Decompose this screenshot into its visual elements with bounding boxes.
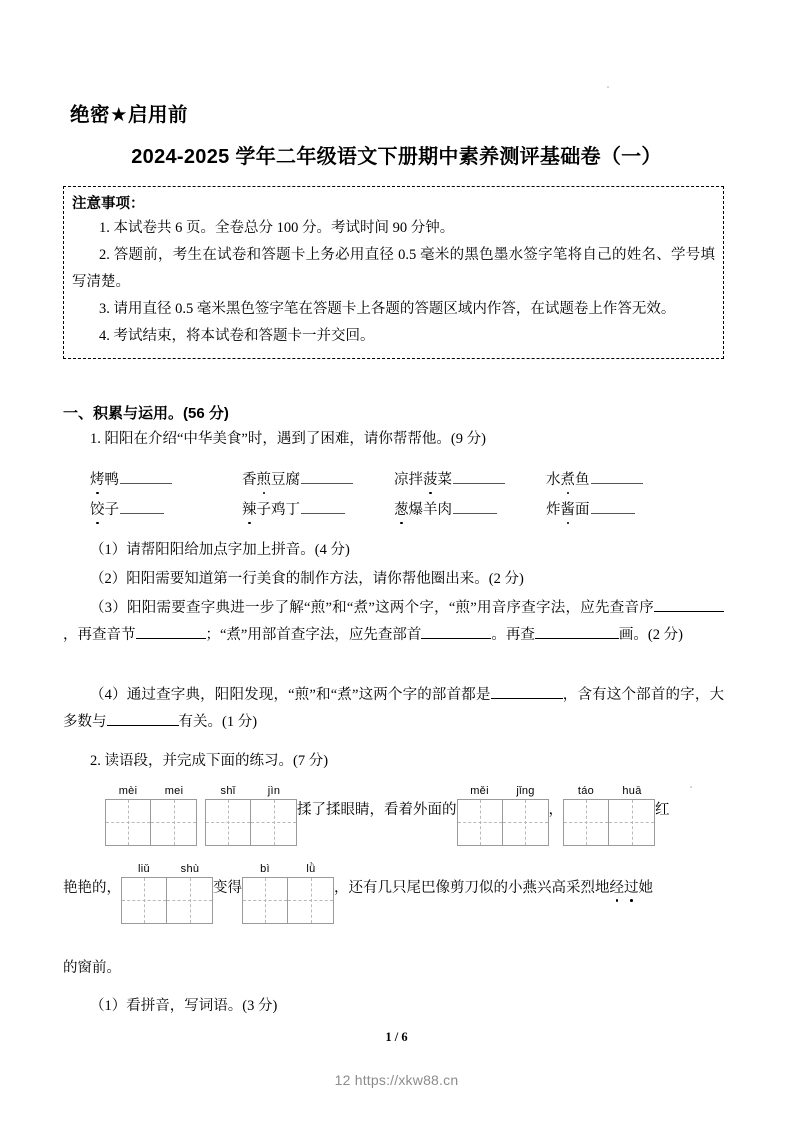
notice-item: 1. 本试卷共 6 页。全卷总分 100 分。考试时间 90 分钟。: [99, 220, 455, 237]
food-item: [546, 468, 698, 489]
write-cell[interactable]: [251, 800, 296, 845]
pinyin-label-group: [242, 863, 334, 877]
answer-blank[interactable]: [453, 513, 497, 514]
question-2-sub-1: （1）看拼音，写词语。(3 分): [90, 998, 278, 1014]
sub3-part-c: ；“煮”用部首查字法，应先查部首: [205, 626, 422, 643]
page-number: 1 / 6: [385, 1030, 408, 1044]
tianzige-group-shijin[interactable]: [205, 785, 297, 846]
answer-blank[interactable]: [591, 483, 643, 484]
tianzige-group-meijing[interactable]: [457, 785, 549, 846]
notice-box: [63, 186, 724, 359]
pinyin-label-group: [105, 785, 197, 799]
food-item: [394, 498, 546, 519]
section-heading-one: 一、积累与运用。(56 分): [63, 405, 229, 422]
notice-title: 注意事项：: [72, 196, 145, 212]
answer-blank[interactable]: [120, 483, 172, 484]
pinyin-syllable: mèi: [118, 785, 138, 797]
scan-speck: [607, 86, 609, 88]
tianzige-cells[interactable]: [121, 877, 213, 924]
sub3-part-d: 。再查: [491, 626, 535, 643]
food-item: [90, 498, 242, 519]
pinyin-label-group: [563, 785, 655, 799]
tianzige-group-meimei[interactable]: [105, 785, 197, 846]
dotted-char: 煮: [561, 468, 576, 489]
dotted-char: 过: [624, 876, 639, 897]
food-suffix: 豆腐: [271, 472, 300, 488]
write-cell[interactable]: [206, 800, 251, 845]
passage-text-segment: 变得: [213, 879, 242, 896]
write-cell[interactable]: [151, 800, 196, 845]
dotted-char: 饺: [90, 498, 105, 519]
dotted-char: 酱: [561, 498, 576, 519]
sub4-part-b: ，含有这个部首的字，大多数与: [63, 687, 725, 730]
answer-blank[interactable]: [301, 513, 345, 514]
food-suffix: 菜: [437, 472, 452, 488]
question-2-stem: 2. 读语段，并完成下面的练习。(7 分): [90, 753, 329, 769]
food-item: [242, 498, 394, 519]
sub3-part-a: （3）阳阳需要查字典进一步了解“煎”和“煮”这两个字，“煎”用音序查字法，应先查音序: [90, 600, 654, 616]
dotted-char: 烤: [90, 468, 105, 489]
food-suffix: 鸭: [104, 472, 119, 488]
tianzige-cells[interactable]: [563, 799, 655, 846]
passage-text-segment: [334, 876, 653, 924]
question-1-sub-1: （1）请帮阳阳给加点字加上拼音。(4 分): [90, 542, 350, 558]
passage-text-segment: 艳艳的，: [63, 879, 121, 896]
write-cell[interactable]: [243, 878, 288, 923]
answer-blank[interactable]: [654, 611, 724, 612]
food-item: [394, 468, 546, 489]
dotted-char: 辣: [242, 498, 257, 519]
food-list-row-2: [90, 498, 730, 519]
passage-text-after: ，还有几只尾巴像剪刀似的小燕兴高采烈地: [334, 879, 610, 896]
sub3-part-e: 画。(2 分): [618, 626, 683, 643]
pinyin-syllable: bì: [260, 863, 270, 875]
question-1-sub-2: （2）阳阳需要知道第一行美食的制作方法，请你帮他圈出来。(2 分): [90, 571, 524, 587]
pinyin-syllable: liǔ: [138, 863, 150, 875]
food-prefix: 水: [546, 472, 561, 488]
passage-text-end: 她: [638, 879, 653, 896]
tianzige-cells[interactable]: [242, 877, 334, 924]
answer-blank[interactable]: [136, 638, 206, 639]
pinyin-syllable: shù: [180, 863, 200, 875]
tianzige-group-liushu[interactable]: [121, 863, 213, 924]
tianzige-cells[interactable]: [457, 799, 549, 846]
write-cell[interactable]: [609, 800, 654, 845]
food-prefix: 香: [242, 472, 257, 488]
pinyin-syllable: huā: [622, 785, 642, 797]
answer-blank[interactable]: [591, 513, 635, 514]
dotted-char: 经: [610, 876, 625, 897]
question-1-sub-3: [63, 595, 724, 649]
food-item: [242, 468, 394, 489]
watermark: 12 https://xkw88.cn: [334, 1072, 459, 1088]
dotted-char: 煎: [257, 468, 272, 489]
write-cell[interactable]: [122, 878, 167, 923]
food-suffix: 子: [104, 502, 119, 518]
food-item: [90, 468, 242, 489]
question-1-stem: 1. 阳阳在介绍“中华美食”时，遇到了困难，请你帮帮他。(9 分): [90, 431, 486, 447]
pinyin-label-group: [205, 785, 297, 799]
answer-blank[interactable]: [120, 513, 164, 514]
pinyin-grid-row-2: [63, 863, 731, 924]
pinyin-syllable: shǐ: [220, 785, 236, 797]
pinyin-syllable: jìn: [267, 785, 281, 797]
food-suffix: 爆羊肉: [408, 502, 452, 518]
passage-text-segment: 红: [655, 801, 670, 818]
pinyin-label-group: [457, 785, 549, 799]
answer-blank[interactable]: [301, 483, 353, 484]
question-1-sub-4: [63, 682, 724, 736]
dotted-char: 菠: [423, 468, 438, 489]
sub4-part-c: 有关。(1 分): [178, 713, 258, 730]
tianzige-cells[interactable]: [205, 799, 297, 846]
food-item: [546, 498, 698, 519]
secret-label: 绝密★启用前: [70, 104, 188, 126]
tianzige-group-bilv[interactable]: [242, 863, 334, 924]
dotted-char: 葱: [394, 498, 409, 519]
answer-blank[interactable]: [107, 725, 179, 726]
pinyin-syllable: měi: [470, 785, 489, 797]
pinyin-syllable: mei: [164, 785, 184, 797]
tianzige-cells[interactable]: [105, 799, 197, 846]
food-suffix: 面: [575, 502, 590, 518]
answer-blank[interactable]: [421, 638, 491, 639]
pinyin-label-group: [121, 863, 213, 877]
sub4-part-a: （4）通过查字典，阳阳发现，“煎”和“煮”这两个字的部首都是: [90, 687, 491, 703]
write-cell[interactable]: [458, 800, 503, 845]
write-cell[interactable]: [503, 800, 548, 845]
write-cell[interactable]: [564, 800, 609, 845]
food-list-row-1: [90, 468, 730, 489]
pinyin-syllable: lǜ: [306, 863, 316, 875]
write-cell[interactable]: [106, 800, 151, 845]
sub3-part-b: ，再查音节: [63, 626, 136, 643]
food-suffix: 鱼: [575, 472, 590, 488]
food-prefix: 炸: [546, 502, 561, 518]
food-suffix: 子鸡丁: [256, 502, 300, 518]
page-title: 2024-2025 学年二年级语文下册期中素养测评基础卷（一）: [131, 146, 662, 168]
passage-text-row-3: 的窗前。: [63, 960, 121, 976]
write-cell[interactable]: [167, 878, 212, 923]
passage-text-segment: 揉了揉眼睛，看着外面的: [297, 801, 457, 818]
pinyin-syllable: táo: [577, 785, 595, 797]
notice-item: 3. 请用直径 0.5 毫米黑色签字笔在答题卡上各题的答题区域内作答，在试题卷上作答无效。: [99, 300, 676, 317]
tianzige-group-taohua[interactable]: [563, 785, 655, 846]
notice-item: 4. 考试结束，将本试卷和答题卡一并交回。: [99, 327, 375, 344]
pinyin-syllable: jǐng: [516, 785, 535, 797]
answer-blank[interactable]: [535, 638, 619, 639]
pinyin-grid-row-1: [63, 785, 731, 846]
write-cell[interactable]: [288, 878, 333, 923]
answer-blank[interactable]: [491, 698, 563, 699]
notice-item: 2. 答题前，考生在试卷和答题卡上务必用直径 0.5 毫米的黑色墨水签字笔将自己的姓名、学号填写清楚。: [72, 247, 715, 291]
passage-text-segment: ，: [548, 801, 563, 818]
food-prefix: 凉拌: [394, 472, 423, 488]
answer-blank[interactable]: [453, 483, 505, 484]
